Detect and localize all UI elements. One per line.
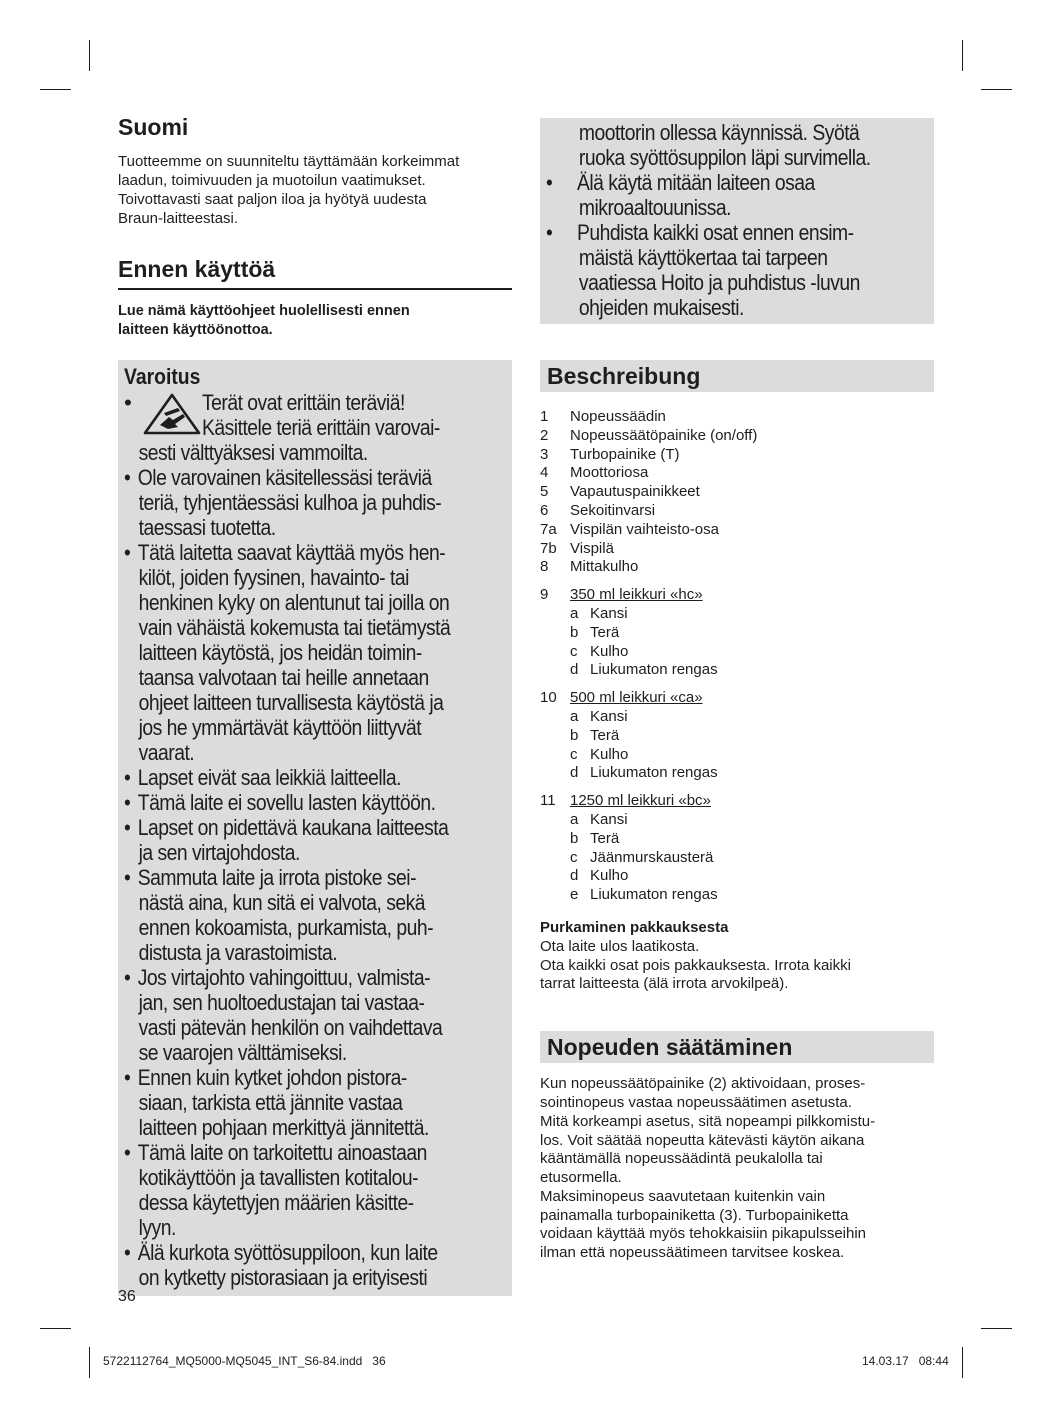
section-heading-before-use: Ennen käyttöä (118, 254, 512, 290)
sub-item (540, 764, 934, 783)
line-text: Sammuta laite ja irrota pistoke sei- (137, 865, 417, 890)
continuation-line (560, 295, 876, 320)
page-title: Suomi (118, 114, 189, 140)
line-text: mäistä käyttökertaa tai tarpeen (578, 245, 828, 270)
left-column (118, 112, 512, 1296)
list-item (540, 521, 934, 540)
line-text: ohjeet laitteen turvallisesta käytöstä ja (138, 690, 444, 715)
sharp-blade-warning-icon (142, 392, 202, 436)
line-text: ohjeiden mukaisesti. (578, 295, 744, 320)
bullet: • (124, 540, 131, 565)
item-number: 3 (540, 445, 549, 463)
continuation-line (124, 740, 453, 765)
continuation-line (560, 245, 876, 270)
sub-item-letter: d (570, 661, 579, 679)
continuation-line (124, 565, 453, 590)
sub-item-letter: a (570, 707, 579, 725)
list-item (540, 558, 934, 577)
unpacking-line: Ota kaikki osat pois pakkauksesta. Irrota kaikki (540, 956, 851, 974)
continuation-line (124, 1015, 453, 1040)
bullet: • (124, 390, 132, 415)
bullet-item-line (124, 465, 453, 490)
line-text: lyyn. (138, 1215, 176, 1240)
bullet: • (546, 170, 553, 195)
continuation-line (124, 640, 453, 665)
continuation-line (124, 515, 453, 540)
item-number: 2 (540, 426, 549, 444)
item-label: Turbopainike (T) (570, 445, 680, 463)
paragraph-line: Mitä korkeampi asetus, sitä nopeampi pilkkomistu- (540, 1112, 876, 1130)
line-text: teriä, tyhjentäessäsi kulhoa ja puhdis- (138, 490, 442, 515)
section-heading-speed: Nopeuden säätäminen (540, 1031, 934, 1063)
item-label: Sekoitinvarsi (570, 501, 656, 519)
line-text: distusta ja varastoimista. (138, 940, 338, 965)
continuation-line (560, 270, 876, 295)
line-text: Älä kurkota syöttösuppiloon, kun laite (137, 1240, 438, 1265)
unpacking-line: Ota laite ulos laatikosta. (540, 937, 700, 955)
bullet-item-line (124, 1240, 453, 1265)
sub-item-label: Kulho (590, 867, 629, 885)
warning-list (124, 440, 506, 1290)
line-text: Lapset eivät saa leikkiä laitteella. (137, 765, 402, 790)
continuation-line (124, 1215, 453, 1240)
line-text: mikroaaltouunissa. (578, 195, 731, 220)
bullet-item-line (546, 170, 875, 195)
line-text: ja sen virtajohdosta. (138, 840, 300, 865)
item-label: Vispilän vaihteisto-osa (570, 520, 719, 538)
paragraph-line: voidaan käyttää myös tehokkaisiin pikapulsseihin (540, 1225, 867, 1243)
bullet-item-line (124, 815, 453, 840)
continuation-line (124, 1190, 453, 1215)
continuation-line (124, 715, 453, 740)
sub-item-label: Jäänmurskausterä (590, 848, 714, 866)
unpacking-title: Purkaminen pakkauksesta (540, 918, 729, 936)
line-text: sesti välttyäksesi vammoilta. (138, 440, 368, 465)
crop-mark (962, 1347, 963, 1378)
continuation-line (124, 890, 453, 915)
list-item-group (540, 586, 934, 605)
bullet: • (124, 815, 131, 840)
continuation-line (560, 120, 876, 145)
item-label: Vispilä (570, 539, 614, 557)
intro-line: Braun-laitteestasi. (118, 210, 239, 227)
bullet-item-line (124, 965, 453, 990)
continued-warning-list (546, 120, 928, 320)
bullet: • (124, 1240, 131, 1265)
sub-item-label: Liukumaton rengas (590, 764, 718, 782)
right-column (540, 118, 934, 1263)
sub-item-letter: a (570, 604, 579, 622)
line-text: kilöt, joiden fyysinen, havainto- tai (138, 565, 409, 590)
item-number: 7a (540, 520, 557, 538)
line-text: vasti pätevän henkilön on vaihdettava (138, 1015, 443, 1040)
list-item (540, 502, 934, 521)
continuation-line (124, 915, 453, 940)
group-label: 1250 ml leikkuri «bc» (570, 792, 711, 810)
line-text: moottorin ollessa käynnissä. Syötä (578, 120, 860, 145)
continuation-line (124, 590, 453, 615)
bullet-item-line (124, 765, 453, 790)
sub-item (540, 886, 934, 905)
line-text: vain vähäistä kokemusta tai tietämystä (138, 615, 451, 640)
sub-item-label: Kansi (590, 604, 628, 622)
bullet: • (124, 1140, 131, 1165)
warning-line: Käsittele teriä erittäin varovai- (202, 415, 440, 440)
sub-item (540, 746, 934, 765)
sub-item (540, 624, 934, 643)
unpacking-line: tarrat laitteesta (älä irrota arvokilpeä). (540, 975, 789, 993)
item-label: Nopeussäädin (570, 408, 666, 425)
sub-item (540, 830, 934, 849)
sub-item-letter: b (570, 829, 579, 847)
continuation-line (560, 195, 876, 220)
sub-item (540, 811, 934, 830)
line-text: Puhdista kaikki osat ennen ensim- (576, 220, 854, 245)
sub-item-label: Terä (590, 623, 620, 641)
warning-first-text (202, 390, 479, 440)
paragraph-line: ilman että nopeussäätimeen tarvitsee koskea. (540, 1244, 845, 1262)
item-label: Moottoriosa (570, 464, 649, 482)
sub-item-label: Kansi (590, 707, 628, 725)
sub-item-label: Kansi (590, 810, 628, 828)
line-text: Tämä laite ei sovellu lasten käyttöön. (137, 790, 436, 815)
continuation-line (124, 665, 453, 690)
continuation-line (124, 1265, 453, 1290)
crop-mark (40, 1328, 71, 1329)
sub-item-label: Terä (590, 726, 620, 744)
crop-mark (40, 89, 71, 90)
sub-item-label: Liukumaton rengas (590, 661, 718, 679)
item-number: 9 (540, 586, 549, 604)
intro-line: laadun, toimivuuden ja muotoilun vaatimukset. (118, 172, 426, 189)
crop-mark (89, 1347, 90, 1378)
sub-item-letter: d (570, 867, 579, 885)
paragraph-line: kääntämällä nopeussäädintä peukalolla tai (540, 1150, 823, 1168)
group-label: 500 ml leikkuri «ca» (570, 689, 703, 707)
list-item (540, 408, 934, 427)
group-label: 350 ml leikkuri «hc» (570, 586, 703, 604)
unpacking-section (540, 919, 934, 994)
bullet-item-line (124, 790, 453, 815)
section-heading-description: Beschreibung (540, 360, 934, 392)
line-text: Lapset on pidettävä kaukana laitteesta (137, 815, 449, 840)
line-text: siaan, tarkista että jännite vastaa (138, 1090, 403, 1115)
line-text: taansa valvotaan tai heille annetaan (138, 665, 429, 690)
continuation-line (124, 690, 453, 715)
warning-first-item (124, 390, 506, 440)
crop-mark (962, 40, 963, 71)
paragraph-line: painamalla turbopainiketta (3). Turbopainiketta (540, 1206, 849, 1224)
line-text: henkinen kyky on alentunut tai joilla on (138, 590, 450, 615)
list-item-group (540, 689, 934, 708)
list-item (540, 427, 934, 446)
warning-title: Varoitus (124, 364, 201, 389)
line-text: on kytketty pistorasiaan ja erityisesti (138, 1265, 428, 1290)
line-text: Tätä laitetta saavat käyttää myös hen- (137, 540, 446, 565)
item-number: 1 (540, 408, 549, 425)
bullet: • (124, 965, 131, 990)
continuation-line (124, 840, 453, 865)
bullet: • (546, 220, 553, 245)
parts-list (540, 408, 934, 905)
warning-continuation-box (540, 118, 934, 324)
list-item (540, 540, 934, 559)
line-text: ruoka syöttösuppilon läpi survimella. (578, 145, 871, 170)
line-text: vaatiessa Hoito ja puhdistus -luvun (578, 270, 860, 295)
list-item-group (540, 792, 934, 811)
item-number: 4 (540, 464, 549, 482)
sub-item-label: Kulho (590, 745, 629, 763)
sub-item (540, 708, 934, 727)
sub-item (540, 867, 934, 886)
sub-item (540, 727, 934, 746)
bullet: • (124, 465, 131, 490)
item-label: Mittakulho (570, 558, 639, 576)
continuation-line (124, 1115, 453, 1140)
sub-item-letter: c (570, 642, 578, 660)
sub-item-letter: a (570, 810, 579, 828)
sub-item (540, 849, 934, 868)
bullet: • (124, 865, 131, 890)
line-text: kotikäyttöön ja tavallisten kotitalou- (138, 1165, 419, 1190)
line-text: Tämä laite on tarkoitettu ainoastaan (137, 1140, 427, 1165)
bullet-item-line (124, 865, 453, 890)
list-item (540, 483, 934, 502)
line-text: jos he ymmärtävät käyttöön liittyvät (138, 715, 422, 740)
continuation-line (124, 990, 453, 1015)
footer-file-info: 5722112764_MQ5000-MQ5045_INT_S6-84.indd 36 (103, 1354, 386, 1368)
item-number: 5 (540, 483, 549, 501)
bullet-item-line (546, 220, 875, 245)
page-number: 36 (118, 1288, 136, 1305)
line-text: taessasi tuotetta. (138, 515, 276, 540)
crop-mark (89, 40, 90, 71)
continuation-line (124, 1090, 453, 1115)
line-text: jan, sen huoltoedustajan tai vastaa- (138, 990, 425, 1015)
intro-line: Tuotteemme on suunniteltu täyttämään korkeimmat (118, 153, 460, 170)
line-text: dessa käytettyjen määrien käsitte- (138, 1190, 414, 1215)
crop-mark (981, 1328, 1012, 1329)
bullet: • (124, 790, 131, 815)
continuation-line (124, 1165, 453, 1190)
sub-item-label: Liukumaton rengas (590, 886, 718, 904)
line-text: laitteen pohjaan merkittyä jännitettä. (138, 1115, 429, 1140)
sub-item-letter: c (570, 745, 578, 763)
sub-item (540, 605, 934, 624)
sub-item-label: Terä (590, 829, 620, 847)
continuation-line (124, 615, 453, 640)
intro-line: Toivottavasti saat paljon iloa ja hyötyä uudesta (118, 191, 427, 208)
item-number: 7b (540, 539, 557, 557)
continuation-line (124, 1040, 453, 1065)
item-number: 11 (540, 792, 556, 810)
sub-item-letter: d (570, 764, 579, 782)
warning-line: Terät ovat erittäin teräviä! (202, 390, 405, 415)
speed-paragraph (540, 1075, 934, 1263)
line-text: ennen kokoamista, purkamista, puh- (138, 915, 433, 940)
item-label: Vapautuspainikkeet (570, 483, 700, 501)
paragraph-line: Maksiminopeus saavutetaan kuitenkin vain (540, 1187, 826, 1205)
sub-item (540, 643, 934, 662)
line-text: Ole varovainen käsitellessäsi teräviä (137, 465, 432, 490)
bullet: • (124, 1065, 131, 1090)
line-text: vaarat. (138, 740, 195, 765)
list-item (540, 464, 934, 483)
paragraph-line: etusormella. (540, 1169, 622, 1187)
paragraph-line: Kun nopeussäätöpainike (2) aktivoidaan, proses- (540, 1075, 866, 1093)
item-number: 10 (540, 689, 557, 707)
paragraph-line: los. Voit säätää nopeutta kätevästi käytön aikana (540, 1131, 865, 1149)
continuation-line (560, 145, 876, 170)
bullet: • (124, 765, 131, 790)
continuation-line (124, 940, 453, 965)
continuation-line (124, 490, 453, 515)
crop-mark (981, 89, 1012, 90)
line-text: nästä aina, kun sitä ei valvota, sekä (138, 890, 426, 915)
note-line: Lue nämä käyttöohjeet huolellisesti ennen (118, 303, 410, 319)
paragraph-line: sointinopeus vastaa nopeussäätimen asetusta. (540, 1093, 852, 1111)
intro-paragraph (118, 152, 512, 228)
bullet-item-line (124, 540, 453, 565)
line-text: laitteen käytöstä, jos heidän toimin- (138, 640, 422, 665)
line-text: Ennen kuin kytket johdon pistora- (137, 1065, 407, 1090)
list-item (540, 446, 934, 465)
line-text: Älä käytä mitään laiteen osaa (576, 170, 815, 195)
note-line: laitteen käyttöönottoa. (118, 322, 273, 338)
continuation-line (124, 440, 453, 465)
item-number: 8 (540, 558, 549, 576)
line-text: se vaarojen välttämiseksi. (138, 1040, 347, 1065)
read-instructions-note (118, 302, 512, 340)
sub-item-letter: c (570, 848, 578, 866)
warning-box (118, 360, 512, 1296)
item-label: Nopeussäätöpainike (on/off) (570, 426, 758, 444)
line-text: Jos virtajohto vahingoittuu, valmista- (137, 965, 431, 990)
sub-item-letter: b (570, 726, 579, 744)
footer-date-time: 14.03.17 08:44 (862, 1354, 949, 1368)
sub-item-letter: e (570, 886, 579, 904)
sub-item-label: Kulho (590, 642, 629, 660)
sub-item-letter: b (570, 623, 579, 641)
sub-item (540, 661, 934, 680)
bullet-item-line (124, 1140, 453, 1165)
item-number: 6 (540, 501, 549, 519)
bullet-item-line (124, 1065, 453, 1090)
